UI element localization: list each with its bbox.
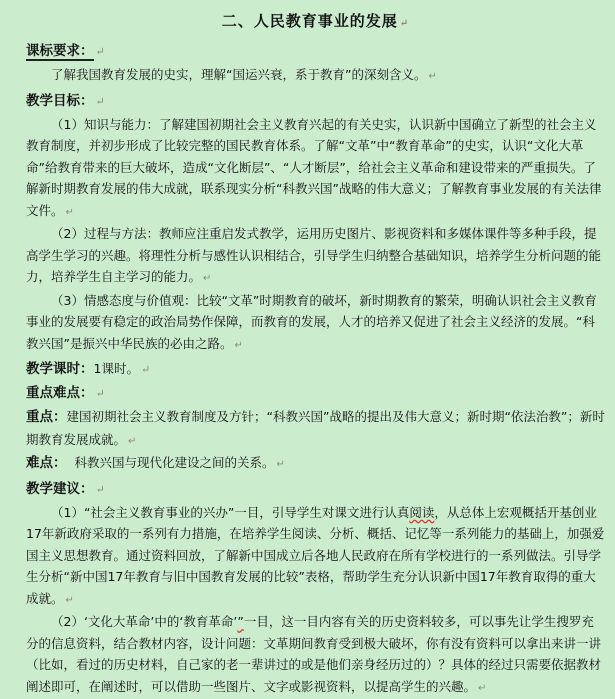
paragraph-mark-icon: ↵ [234,339,243,351]
goals-p3-text: （3）情感态度与价值观：比较“文革”时期教育的破坏，新时期教育的繁荣，明确认识社会主义教育事业的发展要有稳定的政治局势作保障，而教育的发展，人才的培养又促进了社会主义经济的发展。“科教兴国”是振兴中华民族的必由之路。 [26,292,597,351]
title-text: 二、人民教育事业的发展 [221,12,398,30]
paragraph-mark-icon: ↵ [95,94,105,108]
paragraph-mark-icon: ↵ [399,18,410,29]
suggestion-1-post: ，从总体上宏观概括开基创业17年新政府采取的一系列有力措施，在培养学生阅读、分析、概括、记忆等一系列能力的基础上，加强爱国主义思想教育。通过资料回放，了解新中国成立后各地人民政府在所有学校进行的一系列做法。引导学生分析“新中国17年教育与旧中国教育发展的比较”表格，帮助学生充分认识新中国17年教育取得的重大成就。 [26,504,605,606]
keypoints-key-paragraph [26,406,605,452]
hours-value: 1课时。 [93,361,139,376]
keypoints-diff-paragraph [26,452,605,476]
curriculum-heading-text: 课标要求： [26,43,94,59]
paragraph-mark-icon: ↵ [140,363,151,376]
paragraph-mark-icon: ↵ [276,459,285,470]
paragraph-mark-icon: ↵ [128,435,137,447]
suggestions-paragraph-2 [26,611,605,699]
diff-text: 科教兴国与现代化建设之间的关系。 [74,455,275,470]
goals-paragraph-2 [26,223,605,290]
suggestions-heading-text: 教学建议： [26,480,94,497]
suggestion-2-post: 一目，这一目内容有关的历史资料较多，可以事先让学生搜罗充分的信息资料，结合教材内容，设计问题：文革期间教育受到极大破坏，你有没有资料可以拿出来讲一讲（比如，看过的历史材料，自己家的老一辈讲过的或是他们亲身经历过的）？具体的经过只需要依据教材阐述即可，在阐述时，可以借助一些图片、文字或影视资料，以提高学生的兴趣。 [26,614,602,694]
suggestions-paragraph-1 [26,502,605,612]
paragraph-mark-icon: ↵ [95,387,105,400]
paragraph-mark-icon: ↵ [95,482,105,496]
section-hours [26,359,605,380]
curriculum-text-content: 了解我国教育发展的史实，理解“国运兴衰，系于教育”的深刻含义。 [51,67,427,82]
paragraph-mark-icon: ↵ [428,71,437,82]
paragraph-mark-icon: ↵ [65,206,74,218]
paragraph-mark-icon: ↵ [65,594,74,606]
spellcheck-word: 阅读 [409,504,435,520]
goals-heading-text: 教学目标： [26,92,94,109]
key-label: 重点： [26,409,67,425]
page-title [26,10,605,31]
paragraph-mark-icon: ↵ [478,682,487,694]
section-goals-heading [26,91,605,112]
section-keypoints-heading [26,383,605,404]
hours-heading-text: 教学课时： [26,361,94,377]
paragraph-mark-icon: ↵ [95,45,105,58]
suggestion-2-pre: （2）‘文化大革命’中的‘教育革命’ [51,614,238,629]
paragraph-mark-icon: ↵ [203,273,212,284]
section-suggestions-heading [26,479,605,500]
goals-paragraph-3 [26,290,605,357]
key-text: 建国初期社会主义教育制度及方针；“科教兴国”战略的提出及伟大意义；新时期“依法治教”；新时期教育发展成就。 [26,409,605,447]
goals-p2-text: （2）过程与方法：教师应注重启发式教学，运用历史图片、影视资料和多媒体课件等多种手段，提高学生学习的兴趣。将理性分析与感性认识相结合，引导学生归纳整合基础知识，培养学生分析问题的能力，培养学生自主学习的能力。 [26,226,602,284]
diff-label: 难点： [26,455,67,471]
keypoints-heading-text: 重点难点： [26,385,94,401]
suggestion-1-pre: （1）“社会主义教育事业的兴办”一目，引导学生对课文进行认真 [51,504,410,520]
goals-p1-text: （1）知识与能力：了解建国初期社会主义教育兴起的有关史实，认识新中国确立了新型的社会主义教育制度，并初步形成了比较完整的国民教育体系。了解“文革”中“教育革命”的史实，认识“文化大革命”给教育带来的巨大破坏，造成“文化断层”、“人才断层”，给社会主义革命和建设带来的严重损失。了解新时期教育发展的伟大成就，联系现实分析“科教兴国”战略的伟大意义；了解教育事业发展的有关法律文件。 [26,116,602,218]
curriculum-text [26,64,605,88]
section-curriculum-heading [26,41,605,62]
spellcheck-quote: ” [237,614,244,629]
goals-paragraph-1 [26,114,605,224]
